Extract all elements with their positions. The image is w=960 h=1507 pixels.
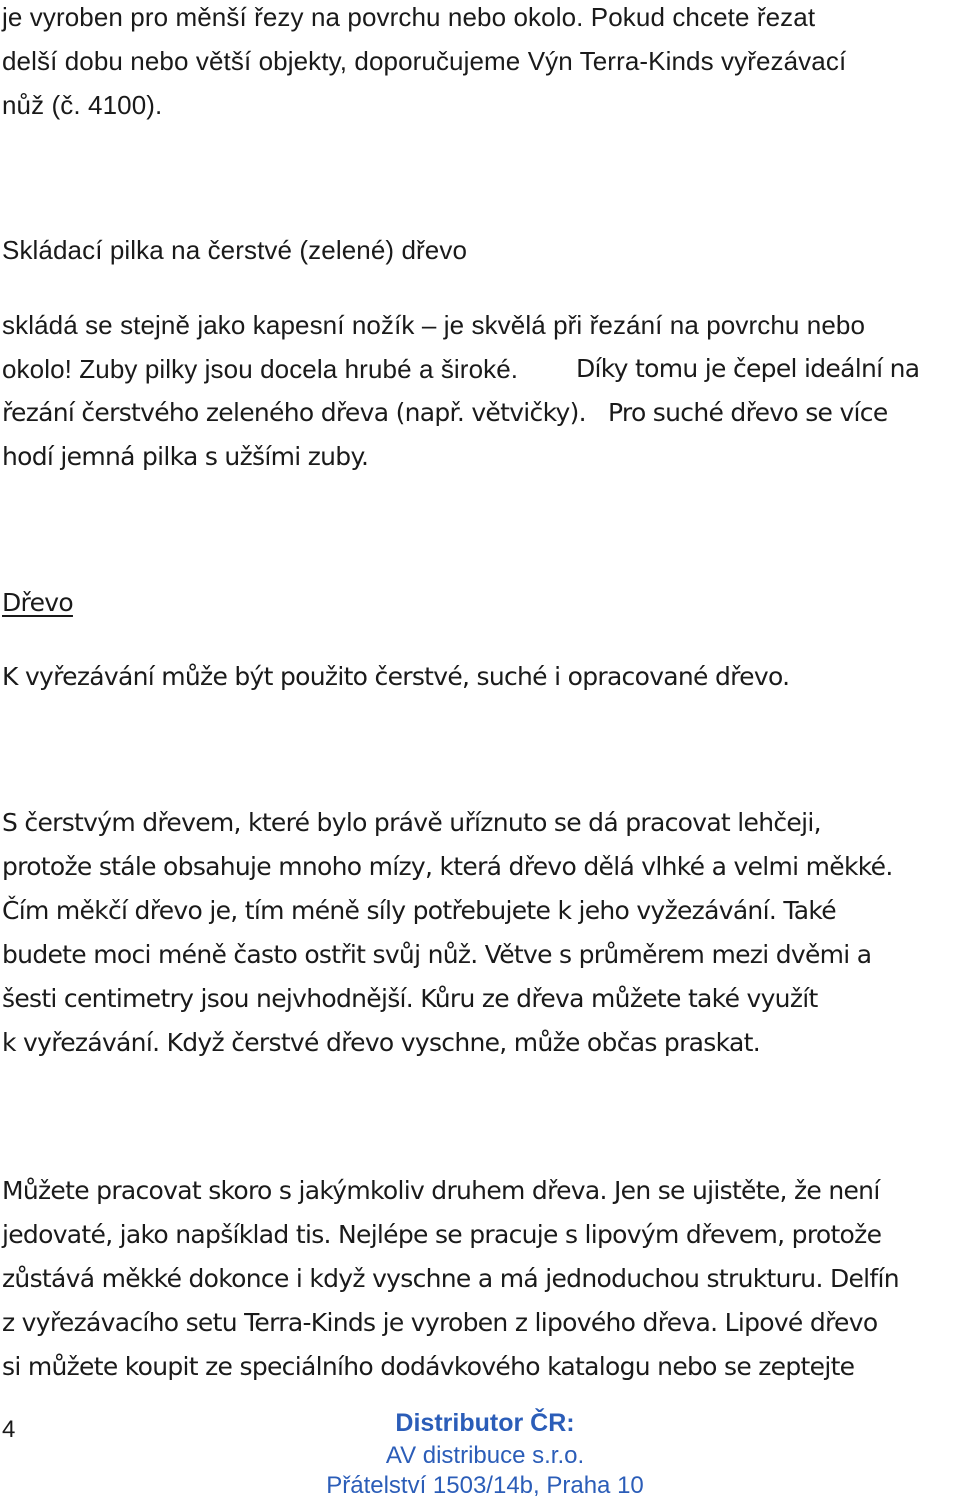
intro-line-3: nůž (č. 4100).: [2, 90, 163, 120]
types-line-3: zůstává měkké dokonce i když vyschne a má jednoduchou strukturu. Delfín: [2, 1264, 899, 1293]
types-line-4: z vyřezávacího setu Terra-Kinds je vyroben z lipového dřeva. Lipové dřevo: [2, 1308, 878, 1337]
types-line-2: jedovaté, jako napšíklad tis. Nejlépe se pracuje s lipovým dřevem, protože: [2, 1220, 882, 1249]
footer-company: AV distribuce s.r.o.: [385, 1442, 585, 1469]
saw-line-1: skládá se stejně jako kapesní nožík – je skvělá při řezání na povrchu nebo: [2, 310, 866, 340]
fresh-line-1: S čerstvým dřevem, které bylo právě uříznuto se dá pracovat lehčeji,: [2, 808, 821, 837]
saw-line-2: okolo! Zuby pilky jsou docela hrubé a široké.: [2, 354, 519, 384]
intro-line-2: delší dobu nebo větší objekty, doporučujeme Výn Terra-Kinds vyřezávací: [2, 46, 847, 76]
fresh-line-4: budete moci méně často ostřit svůj nůž. Větve s průměrem mezi dvěmi a: [2, 940, 872, 969]
page-number: 4: [2, 1416, 16, 1443]
fresh-line-3: Čím měkčí dřevo je, tím méně síly potřebujete k jeho vyžezávání. Také: [2, 896, 836, 925]
saw-title: Skládací pilka na čerstvé (zelené) dřevo: [2, 235, 468, 265]
saw-line-2b: Díky tomu je čepel ideální na: [576, 354, 920, 383]
fresh-line-5: šesti centimetry jsou nejvhodnější. Kůru ze dřeva můžete také využít: [2, 984, 818, 1013]
fresh-line-6: k vyřezávání. Když čerstvé dřevo vyschne, může občas praskat.: [2, 1028, 760, 1057]
intro-line-1: je vyroben pro měnší řezy na povrchu nebo okolo. Pokud chcete řezat: [2, 2, 816, 32]
footer-distributor-title: Distributor ČR:: [395, 1409, 575, 1437]
types-line-1: Můžete pracovat skoro s jakýmkoliv druhem dřeva. Jen se ujistěte, že není: [2, 1176, 880, 1205]
footer-address: Přátelství 1503/14b, Praha 10: [326, 1472, 644, 1499]
saw-line-3: řezání čerstvého zeleného dřeva (např. větvičky).: [2, 398, 586, 427]
section-heading-wood: Dřevo: [2, 588, 73, 617]
types-line-5: si můžete koupit ze speciálního dodávkového katalogu nebo se zeptejte: [2, 1352, 855, 1381]
saw-line-4: hodí jemná pilka s užšími zuby.: [2, 442, 369, 471]
fresh-line-2: protože stále obsahuje mnoho mízy, která dřevo dělá vlhké a velmi měkké.: [2, 852, 893, 881]
wood-intro: K vyřezávání může být použito čerstvé, suché i opracované dřevo.: [2, 662, 790, 691]
saw-line-3b: Pro suché dřevo se více: [608, 398, 888, 427]
